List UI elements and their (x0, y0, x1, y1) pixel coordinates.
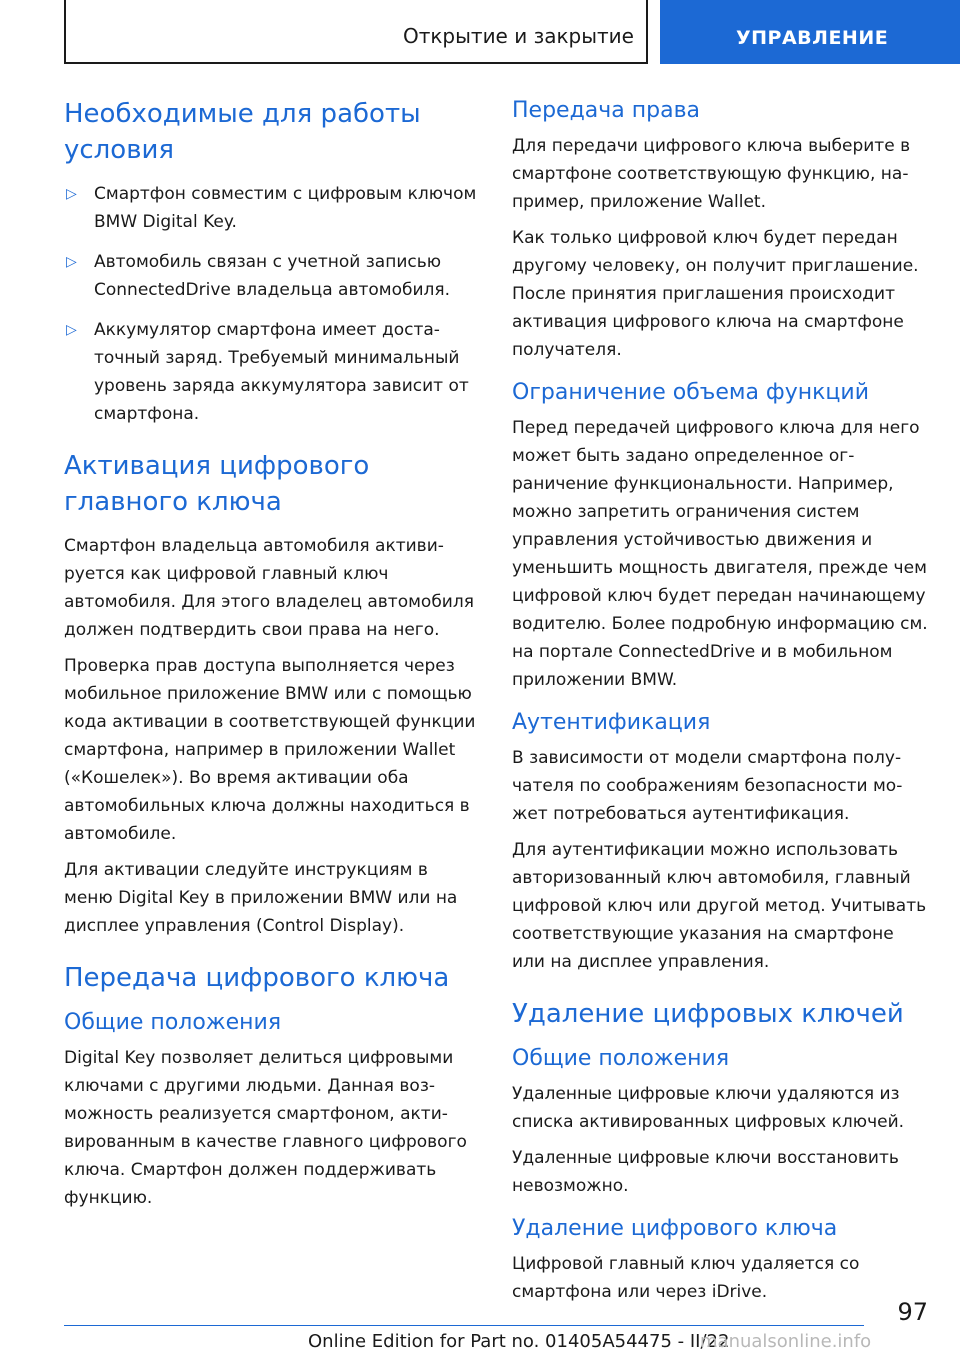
section-tab[interactable] (660, 0, 960, 64)
limit-heading: Ограничение объема функций (512, 380, 869, 405)
triangle-bullet-icon: ▷ (66, 186, 77, 202)
list-item: ▷ Автомобиль связан с учетной записью ConnectedDrive владельца автомобиля. (64, 248, 480, 304)
rights-paragraph-2: Как только цифровой ключ будет передан другому человеку, он получит приглашение. После принятия приглашения происходит активация цифрового ключа на смартфоне получателя. (512, 228, 919, 360)
activation-heading: Активация цифрового главного ключа (64, 451, 370, 517)
activation-paragraph-1: Смартфон владельца автомобиля активируется как цифровой главный ключ автомобиля. Для этого владелец автомобиля должен подтвердить свои права на него. (64, 536, 474, 640)
rights-paragraph-1: Для передачи цифрового ключа выберите в смартфоне соответствующую функцию, например, приложение Wallet. (512, 136, 911, 212)
left-column (64, 96, 480, 1220)
general-heading: Общие положения (64, 1010, 282, 1035)
delete-general-heading: Общие положения (512, 1046, 730, 1071)
footer-divider (64, 1325, 864, 1326)
delete-heading: Удаление цифровых ключей (512, 999, 904, 1029)
delete-paragraph-2: Удаленные цифровые ключи восстановить невозможно. (512, 1148, 899, 1196)
requirements-heading: Необходимые для работы условия (64, 99, 421, 165)
activation-paragraph-2: Проверка прав доступа выполняется через мобильное приложение BMW или с помощью кода активации в соответствующей функции смартфона, например в приложении Wallet («Кошелек»). Во время активации оба автомобильных ключа должны находиться в автомобиле. (64, 656, 476, 844)
list-item: ▷ Смартфон совместим с цифровым ключом BMW Digital Key. (64, 180, 480, 236)
general-paragraph: Digital Key позволяет делиться цифровыми ключами с другими людьми. Данная возможность реализуется смартфоном, активированным в качестве главного цифрового ключа. Смартфон должен поддерживать функцию. (64, 1048, 467, 1208)
rights-heading: Передача права (512, 98, 701, 123)
delete-one-paragraph: Цифровой главный ключ удаляется со смартфона или через iDrive. (512, 1254, 860, 1302)
auth-heading: Аутентификация (512, 710, 711, 735)
page-number: 97 (897, 1298, 928, 1326)
list-item: ▷ Аккумулятор смартфона имеет достаточный заряд. Требуемый минимальный уровень заряда аккумулятора зависит от смартфона. (64, 316, 480, 428)
triangle-bullet-icon: ▷ (66, 254, 77, 270)
delete-paragraph-1: Удаленные цифровые ключи удаляются из списка активированных цифровых ключей. (512, 1084, 905, 1132)
section-label: УПРАВЛЕНИЕ (736, 27, 889, 49)
activation-paragraph-3: Для активации следуйте инструкциям в меню Digital Key в приложении BMW или на дисплее управления (Control Display). (64, 860, 458, 936)
chapter-title: Открытие и закрытие (402, 24, 634, 48)
auth-paragraph-1: В зависимости от модели смартфона получателя по соображениям безопасности может потребоваться аутентификация. (512, 748, 903, 824)
auth-paragraph-2: Для аутентификации можно использовать авторизованный ключ автомобиля, главный цифровой ключ или другой метод. Учитывать соответствующие указания на смартфоне или на дисплее управления. (512, 840, 927, 972)
watermark: manualsonline.info (700, 1331, 872, 1352)
triangle-bullet-icon: ▷ (66, 322, 77, 338)
header-chapter-box (64, 0, 648, 64)
delete-one-heading: Удаление цифрового ключа (512, 1216, 838, 1241)
requirements-list (64, 180, 480, 428)
right-column (512, 96, 930, 1314)
edition-text: Online Edition for Part no. 01405A54475 - II/22 (308, 1331, 730, 1352)
limit-paragraph: Перед передачей цифрового ключа для него может быть задано определенное ограничение функциональности. Например, можно запретить ограничения систем управления устойчивостью движения и уменьшить мощность двигателя, прежде чем цифровой ключ будет передан начинающему водителю. Более подробную информацию см. на портале ConnectedDrive и в мобильном приложении BMW. (512, 418, 928, 690)
transfer-heading: Передача цифрового ключа (64, 963, 450, 993)
